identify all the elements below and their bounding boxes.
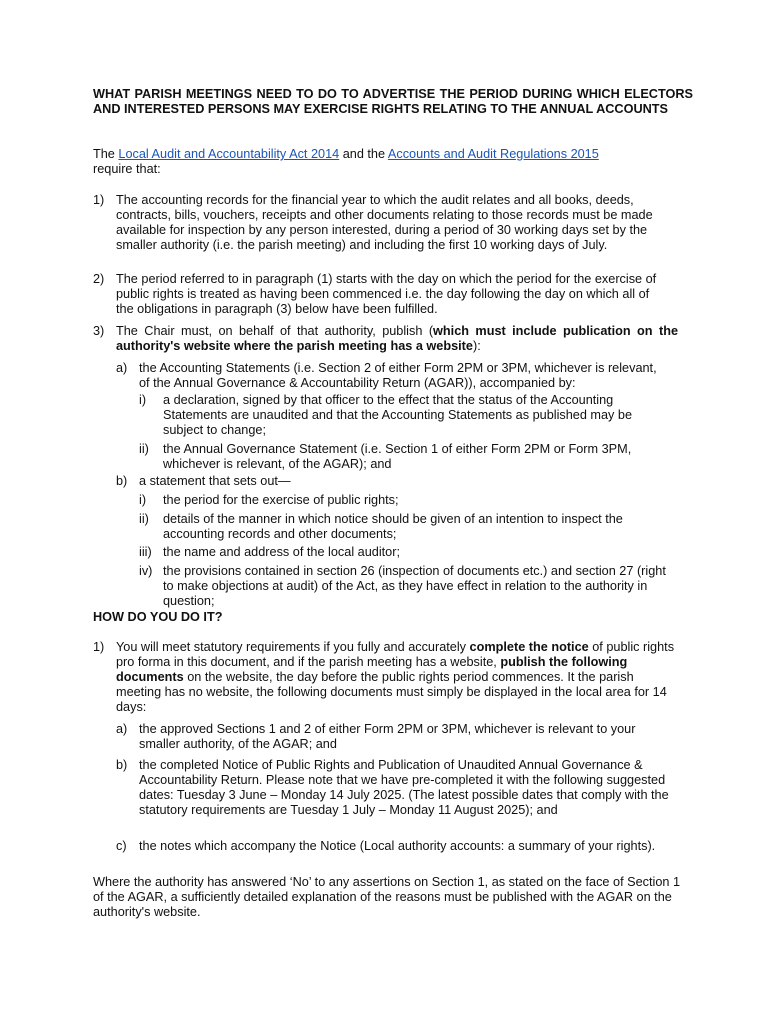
- intro-suffix: require that:: [93, 162, 161, 176]
- requirement-3a-ii-number: ii): [139, 442, 149, 456]
- requirement-3b-text: a statement that sets out—: [139, 474, 291, 488]
- requirement-3a-number: a): [116, 361, 128, 375]
- local-audit-act-link[interactable]: Local Audit and Accountability Act 2014: [118, 147, 340, 161]
- how-1-text: [116, 640, 678, 715]
- how-1-bold-complete-notice: complete the notice: [469, 640, 589, 654]
- requirement-3a-i-text: a declaration, signed by that officer to the effect that the status of the Accounting Statements are unaudited and that the Accounting Statements as published may be subject to change;: [163, 393, 633, 437]
- how-1-text-part3: on the website, the day before the public rights period commences. It the parish meeting has no website, the following documents must simply be displayed in the local area for 14 days:: [116, 670, 667, 714]
- intro-paragraph: [93, 147, 693, 177]
- how-1-text-part2: of public rights pro forma in this document, and if the parish meeting has a website,: [116, 640, 675, 669]
- how-item-c-number: c): [116, 839, 127, 853]
- requirement-3b-iii-number: iii): [139, 545, 152, 559]
- document-title: WHAT PARISH MEETINGS NEED TO DO TO ADVERTISE THE PERIOD DURING WHICH ELECTORS AND INTERESTED PERSONS MAY EXERCISE RIGHTS RELATING TO THE ANNUAL ACCOUNTS: [93, 87, 693, 116]
- requirement-3b-ii-text: details of the manner in which notice should be given of an intention to inspect the accounting records and other documents;: [163, 512, 623, 541]
- requirement-3a-text: the Accounting Statements (i.e. Section 2 of either Form 2PM or 3PM, whichever is relevant, of the Annual Governance & Accountability Return (AGAR)), accompanied by:: [139, 361, 657, 390]
- requirement-3b-iv-number: iv): [139, 564, 153, 578]
- requirement-3b-i-number: i): [139, 493, 147, 507]
- requirement-1-text: The accounting records for the financial year to which the audit relates and all books, deeds, contracts, bills, vouchers, receipts and other documents relating to those records must be made available for inspection by any person interested, during a period of 30 working days set by the smaller authority (i.e. the parish meeting) and including the first 10 working days of July.: [116, 193, 653, 252]
- intro-mid: and the: [342, 147, 386, 161]
- how-item-b-number: b): [116, 758, 128, 772]
- requirement-3b-iii-text: the name and address of the local auditor;: [163, 545, 400, 559]
- how-1-number: 1): [93, 640, 105, 654]
- requirement-3-text-bold: which must include publication on the authority's website where the parish meeting has a website: [116, 324, 678, 353]
- how-heading: HOW DO YOU DO IT?: [93, 610, 223, 624]
- intro-prefix: The: [93, 147, 115, 161]
- how-1-bold-publish-documents: publish the following documents: [116, 655, 628, 684]
- how-item-b-text: the completed Notice of Public Rights and Publication of Unaudited Annual Governance & Accountability Return. Please note that we have pre-completed it with the following suggested dates: Tuesday 3 June – Monday 14 July 2025. (The latest possible dates that comply with the statutory requirements are Tuesday 1 July – Monday 11 August 2025); and: [139, 758, 669, 817]
- requirement-3b-ii-number: ii): [139, 512, 149, 526]
- requirement-2-number: 2): [93, 272, 105, 286]
- how-item-a-number: a): [116, 722, 128, 736]
- requirement-3a-ii-text: the Annual Governance Statement (i.e. Section 1 of either Form 2PM or Form 3PM, whichever is relevant, of the AGAR); and: [163, 442, 632, 471]
- accounts-audit-regulations-link[interactable]: Accounts and Audit Regulations 2015: [387, 147, 599, 161]
- requirement-3-text-pre: The Chair must, on behalf of that authority, publish (: [116, 324, 434, 338]
- requirement-3-text-post: ):: [472, 339, 481, 353]
- requirement-2-text: The period referred to in paragraph (1) starts with the day on which the period for the exercise of public rights is treated as having been commenced i.e. the day following the day on which all of the obligations in paragraph (3) below have been fulfilled.: [116, 272, 657, 316]
- requirement-3a-i-number: i): [139, 393, 147, 407]
- closing-paragraph: Where the authority has answered ‘No’ to any assertions on Section 1, as stated on the face of Section 1 of the AGAR, a sufficiently detailed explanation of the reasons must be published with the AGAR on the authority's website.: [93, 875, 681, 919]
- how-1-text-part1: You will meet statutory requirements if you fully and accurately: [116, 640, 467, 654]
- how-item-c-text: the notes which accompany the Notice (Local authority accounts: a summary of your rights).: [139, 839, 656, 853]
- requirement-3-text: [116, 324, 678, 354]
- how-item-a-text: the approved Sections 1 and 2 of either Form 2PM or 3PM, whichever is relevant to your smaller authority, of the AGAR; and: [139, 722, 636, 751]
- requirement-3-number: 3): [93, 324, 105, 338]
- requirement-3b-number: b): [116, 474, 128, 488]
- requirement-1-number: 1): [93, 193, 105, 207]
- requirement-3b-iv-text: the provisions contained in section 26 (inspection of documents etc.) and section 27 (right to make objections at audit) of the Act, as they have effect in relation to the authority in question;: [163, 564, 666, 608]
- requirement-3b-i-text: the period for the exercise of public rights;: [163, 493, 399, 507]
